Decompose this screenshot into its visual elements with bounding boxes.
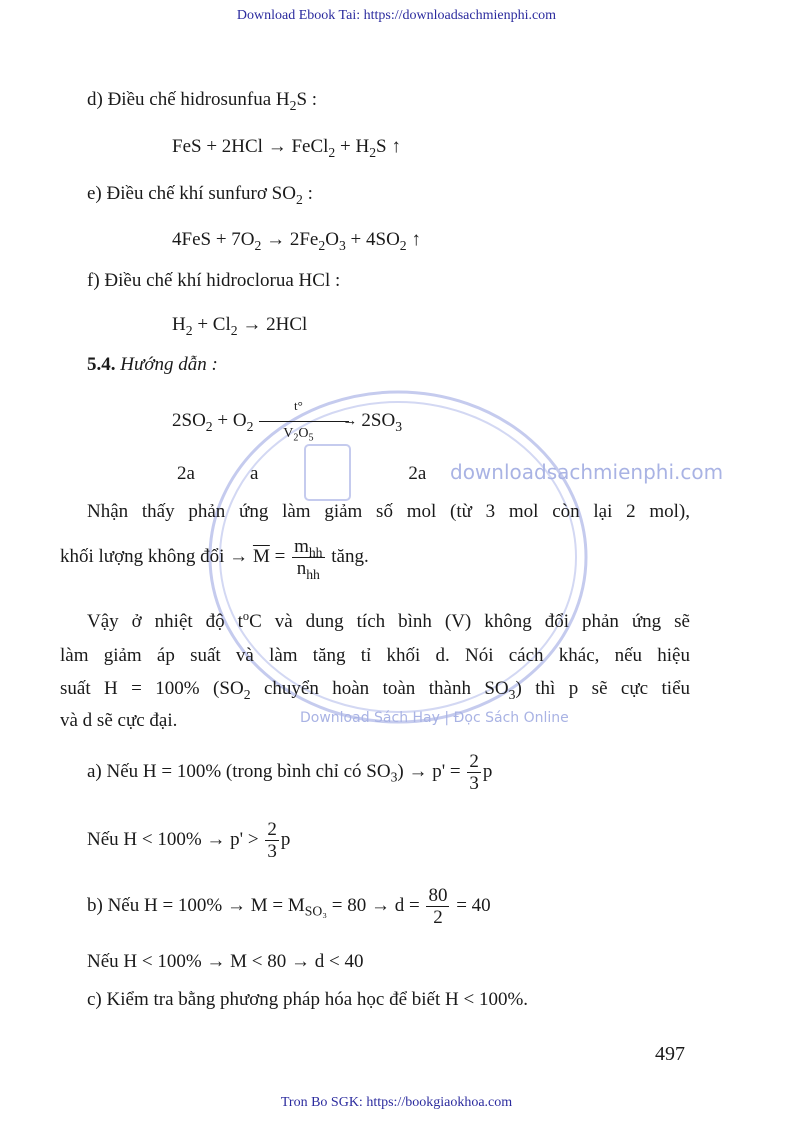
watermark-site: downloadsachmienphi.com [450, 460, 724, 484]
equation-fes-o2 [172, 229, 421, 253]
subscript: hh [308, 544, 323, 560]
text-segment: + H [335, 136, 370, 157]
text-segment: 2a [408, 463, 427, 484]
arrow-shaft [259, 421, 349, 422]
item-c-line [87, 990, 528, 1009]
text-segment: b) Nếu H = 100% → M = M [87, 894, 305, 916]
footer-link[interactable]: Tron Bo SGK: https://bookgiaokhoa.com [280, 1095, 513, 1110]
subscript: SO₃ [304, 903, 327, 919]
arrow-head: → [342, 412, 358, 429]
text-segment: chuyển hoàn toàn thành SO [250, 678, 509, 699]
text-segment: S ↑ [376, 136, 401, 157]
paragraph-line [60, 646, 690, 665]
header-link[interactable]: Download Ebook Tai: https://downloadsachmienphi.com [236, 8, 557, 23]
subscript: 2 [246, 418, 254, 434]
text-segment: = [269, 545, 291, 567]
condition-temperature: t° [294, 397, 303, 413]
text-segment: tăng. [326, 545, 369, 567]
numerator: $m_{hh}$ [294, 536, 323, 560]
subscript: 2 [254, 237, 262, 253]
item-b-line1 [87, 886, 491, 927]
section-heading [87, 355, 218, 374]
text-segment: Nhận thấy phản ứng làm giảm số mol (từ 3 mol còn lại 2 mol), [87, 501, 690, 522]
text-segment: C và dung tích bình (V) không đổi phản ứng sẽ [249, 611, 690, 632]
equation-fes-hcl [172, 136, 401, 160]
text-segment: suất H = 100% (SO [60, 678, 244, 699]
subscript: 2 [230, 322, 238, 338]
text-segment: ↑ [406, 229, 421, 250]
paragraph-line [60, 711, 177, 730]
item-a-line1 [87, 752, 492, 793]
subscript: 2 [318, 237, 326, 253]
text-segment: p [280, 828, 291, 850]
text-segment: + Cl [192, 314, 231, 335]
text-segment: ) thì p sẽ cực tiểu [515, 678, 690, 699]
paragraph-line [60, 536, 369, 582]
item-d-title [87, 89, 318, 113]
reaction-arrow-icon [259, 397, 358, 444]
subscript: 2 [328, 144, 336, 160]
text-segment: p [482, 760, 493, 782]
item-e-title [87, 183, 313, 207]
text-segment: FeS + 2HCl → FeCl [172, 136, 329, 157]
numerator: 2 [267, 819, 277, 840]
page-number: 497 [655, 1043, 685, 1065]
mole-ratios [177, 464, 426, 483]
fraction [265, 820, 279, 861]
text-segment: 2SO [361, 410, 396, 431]
section-number: 5.4. [87, 354, 121, 375]
text-segment: + O [212, 410, 247, 431]
subscript: 2 [289, 97, 297, 113]
subscript: 3 [338, 237, 346, 253]
text-segment: + 4SO [345, 229, 400, 250]
subscript: 2 [369, 144, 377, 160]
text-segment: d) Điều chế hidrosunfua H [87, 89, 290, 110]
equation-so2-o2 [172, 397, 403, 444]
text-segment: = 80 → d = [327, 894, 425, 916]
catalyst-label: $V_2O_5$ [283, 425, 314, 444]
paragraph-line [87, 502, 690, 521]
text-segment: a) Nếu H = 100% (trong bình chỉ có SO [87, 760, 391, 782]
text-segment: e) Điều chế khí sunfurơ SO [87, 183, 296, 204]
text-segment: → 2HCl [237, 314, 308, 335]
fraction [292, 536, 324, 582]
denominator: 3 [267, 841, 277, 862]
paragraph-line [60, 678, 690, 702]
text-segment: a [249, 463, 259, 484]
subscript: 3 [508, 686, 516, 702]
text-segment: S : [296, 89, 318, 110]
denominator: 2 [433, 907, 443, 928]
text-segment: O [325, 229, 339, 250]
numerator: 2 [469, 751, 479, 772]
subscript: 2 [293, 432, 299, 444]
equation-h2-cl2 [172, 314, 308, 338]
section-title: Hướng dẫn : [120, 354, 218, 375]
subscript: 2 [185, 322, 193, 338]
numerator: 80 [428, 885, 448, 906]
fraction [426, 886, 449, 927]
text-segment: H [172, 314, 186, 335]
text-segment: làm giảm áp suất và làm tăng tỉ khối d. Nói cách khác, nếu hiệu [60, 645, 690, 666]
text-segment: ) → p' = [397, 760, 466, 782]
item-f-title [87, 271, 340, 290]
item-a-line2 [87, 820, 290, 861]
mean-molar-mass: $\overline{M}$ [252, 545, 270, 567]
text-segment: 2a [177, 463, 195, 484]
text-segment: khối lượng không đổi → [60, 545, 253, 567]
paragraph-line [87, 609, 690, 632]
text-segment: Vậy ở nhiệt độ t [87, 611, 243, 632]
text-segment: và d sẽ cực đại. [60, 710, 178, 731]
subscript: hh [306, 566, 320, 582]
watermark-tagline: Download Sách Hay | Đọc Sách Online [300, 710, 569, 726]
text-segment: 2SO [172, 410, 206, 431]
text-segment: → 2Fe [261, 229, 319, 250]
denominator: 3 [469, 773, 479, 794]
subscript: 3 [390, 769, 398, 785]
text-segment: Nếu H < 100% → M < 80 → d < 40 [87, 951, 364, 972]
subscript: 2 [399, 237, 407, 253]
fraction [467, 752, 481, 793]
text-segment: c) Kiểm tra bằng phương pháp hóa học để biết H < 100%. [87, 989, 529, 1010]
text-segment: f) Điều chế khí hidroclorua HCl : [87, 270, 341, 291]
subscript: 2 [295, 191, 303, 207]
subscript: 2 [205, 418, 213, 434]
text-segment: 4FeS + 7O [172, 229, 255, 250]
item-b-line2 [87, 952, 364, 971]
subscript: 2 [243, 686, 251, 702]
text-segment: Nếu H < 100% → p' > [87, 828, 264, 850]
subscript: 3 [395, 418, 403, 434]
subscript: 5 [308, 432, 314, 444]
superscript: o [242, 609, 250, 624]
text-segment: : [302, 183, 313, 204]
denominator: $n_{hh}$ [296, 558, 320, 582]
text-segment: = 40 [451, 894, 491, 916]
